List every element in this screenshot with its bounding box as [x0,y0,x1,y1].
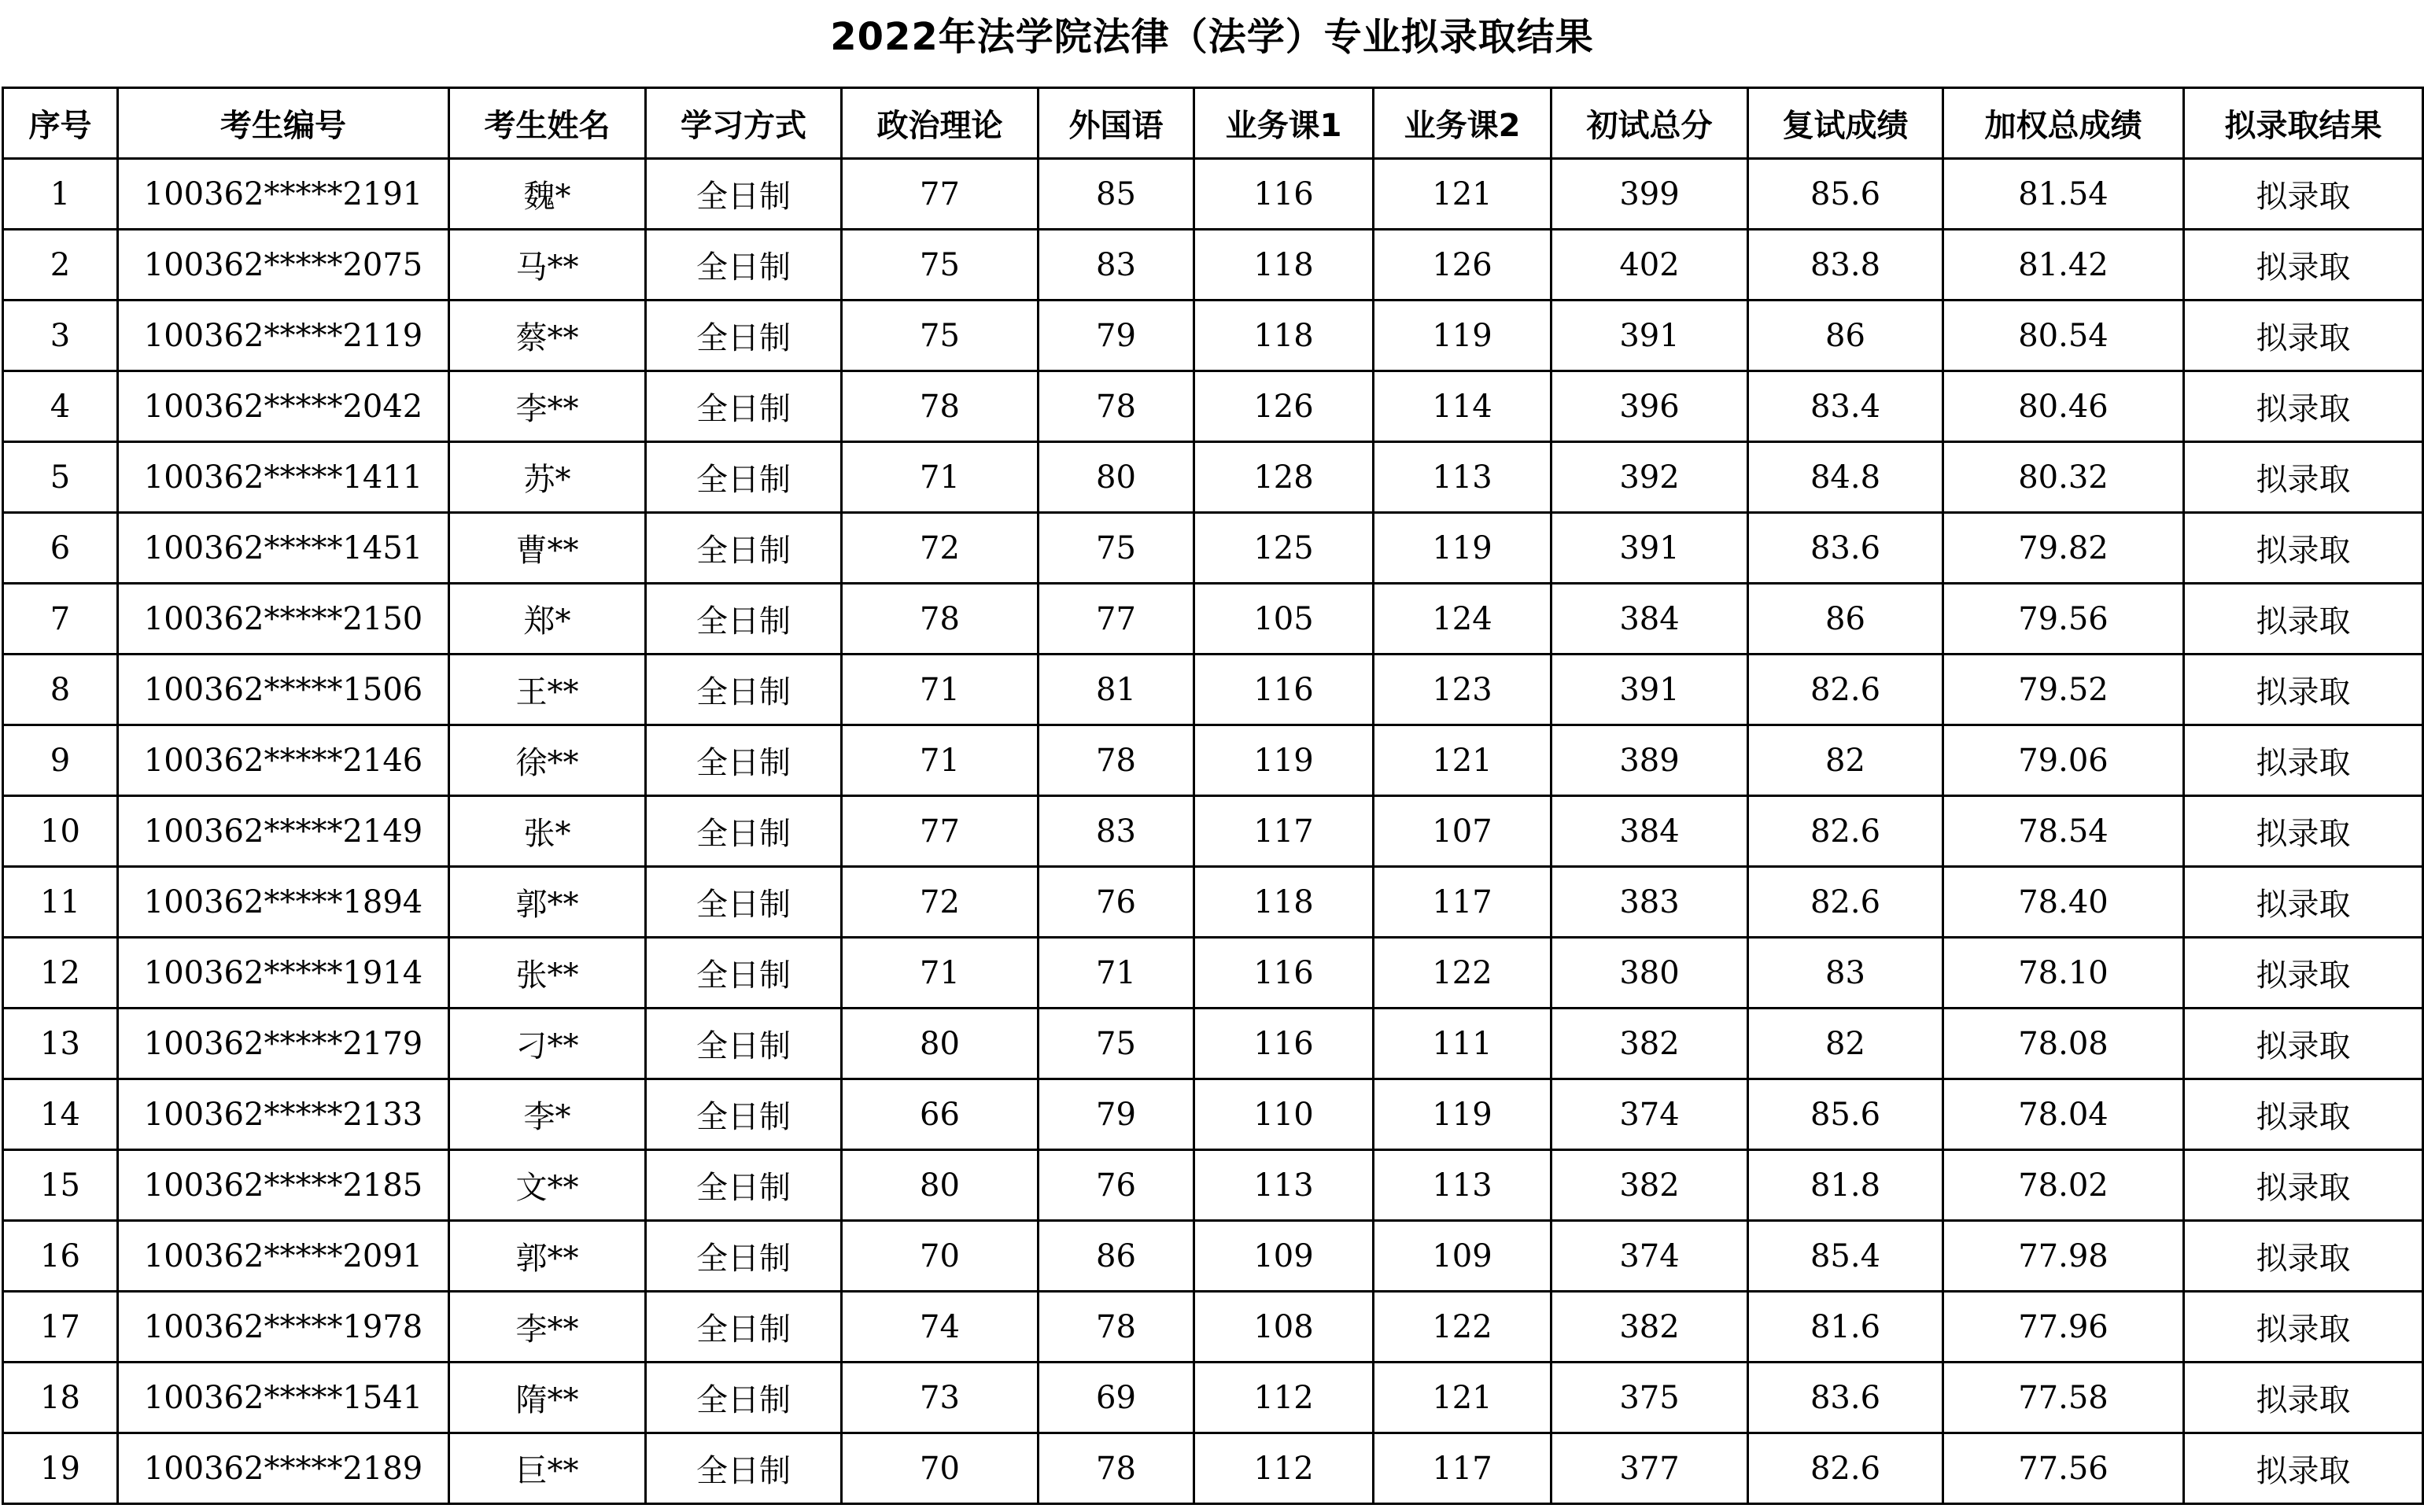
cell-seq: 10 [3,796,118,867]
cell-politics: 75 [842,301,1039,371]
cell-foreign-language: 69 [1039,1363,1194,1433]
cell-candidate-name: 李** [449,1292,646,1363]
cell-course-1: 126 [1194,371,1374,442]
cell-course-1: 119 [1194,725,1374,796]
cell-foreign-language: 79 [1039,301,1194,371]
table-body [3,159,2423,1504]
table-row [3,1009,2423,1079]
page-title: 2022年法学院法律（法学）专业拟录取结果 [830,15,1594,59]
cell-seq: 16 [3,1221,118,1292]
cell-admission-result: 拟录取 [2184,938,2423,1009]
cell-politics: 80 [842,1009,1039,1079]
cell-foreign-language: 78 [1039,725,1194,796]
cell-foreign-language: 78 [1039,1433,1194,1504]
table-row [3,1079,2423,1150]
cell-admission-result: 拟录取 [2184,301,2423,371]
cell-retest-score: 84.8 [1748,442,1943,513]
column-header-foreign-language: 外国语 [1039,88,1194,159]
cell-study-mode: 全日制 [646,867,842,938]
cell-course-1: 116 [1194,938,1374,1009]
cell-weighted-total: 77.56 [1943,1433,2184,1504]
cell-seq: 1 [3,159,118,230]
cell-politics: 71 [842,725,1039,796]
cell-weighted-total: 81.42 [1943,230,2184,301]
cell-retest-score: 82 [1748,1009,1943,1079]
table-row [3,796,2423,867]
cell-foreign-language: 83 [1039,796,1194,867]
table-row [3,230,2423,301]
cell-candidate-name: 曹** [449,513,646,584]
cell-course-2: 119 [1374,301,1551,371]
cell-candidate-name: 蔡** [449,301,646,371]
cell-retest-score: 83.6 [1748,513,1943,584]
column-header-admission-result: 拟录取结果 [2184,88,2423,159]
cell-politics: 78 [842,371,1039,442]
table-row [3,584,2423,655]
column-header-seq: 序号 [3,88,118,159]
cell-weighted-total: 80.32 [1943,442,2184,513]
cell-candidate-id: 100362*****1541 [118,1363,449,1433]
cell-seq: 2 [3,230,118,301]
cell-study-mode: 全日制 [646,1221,842,1292]
table-row [3,513,2423,584]
cell-foreign-language: 85 [1039,159,1194,230]
cell-course-2: 119 [1374,1079,1551,1150]
cell-candidate-name: 苏* [449,442,646,513]
table-row [3,1221,2423,1292]
cell-candidate-id: 100362*****2189 [118,1433,449,1504]
cell-candidate-name: 隋** [449,1363,646,1433]
cell-course-2: 122 [1374,938,1551,1009]
cell-preliminary-total: 382 [1551,1150,1748,1221]
cell-course-2: 117 [1374,1433,1551,1504]
cell-course-1: 105 [1194,584,1374,655]
column-header-weighted-total: 加权总成绩 [1943,88,2184,159]
cell-course-1: 118 [1194,301,1374,371]
cell-retest-score: 85.6 [1748,1079,1943,1150]
cell-candidate-name: 张** [449,938,646,1009]
cell-retest-score: 86 [1748,584,1943,655]
cell-course-1: 128 [1194,442,1374,513]
cell-preliminary-total: 377 [1551,1433,1748,1504]
cell-candidate-name: 文** [449,1150,646,1221]
cell-study-mode: 全日制 [646,442,842,513]
cell-politics: 66 [842,1079,1039,1150]
cell-candidate-name: 王** [449,655,646,725]
cell-candidate-id: 100362*****1451 [118,513,449,584]
cell-candidate-id: 100362*****2150 [118,584,449,655]
table-row [3,159,2423,230]
table-row [3,1363,2423,1433]
cell-admission-result: 拟录取 [2184,1009,2423,1079]
cell-candidate-id: 100362*****1506 [118,655,449,725]
column-header-course-2: 业务课2 [1374,88,1551,159]
cell-study-mode: 全日制 [646,1363,842,1433]
cell-candidate-id: 100362*****2119 [118,301,449,371]
cell-course-1: 113 [1194,1150,1374,1221]
cell-weighted-total: 78.10 [1943,938,2184,1009]
cell-preliminary-total: 391 [1551,655,1748,725]
cell-seq: 11 [3,867,118,938]
cell-weighted-total: 77.96 [1943,1292,2184,1363]
cell-retest-score: 85.6 [1748,159,1943,230]
cell-admission-result: 拟录取 [2184,159,2423,230]
cell-admission-result: 拟录取 [2184,230,2423,301]
cell-course-2: 121 [1374,159,1551,230]
admission-results-table [2,87,2424,1505]
cell-politics: 70 [842,1433,1039,1504]
cell-admission-result: 拟录取 [2184,725,2423,796]
cell-weighted-total: 79.56 [1943,584,2184,655]
cell-politics: 71 [842,938,1039,1009]
cell-course-2: 121 [1374,725,1551,796]
column-header-study-mode: 学习方式 [646,88,842,159]
column-header-retest-score: 复试成绩 [1748,88,1943,159]
cell-candidate-id: 100362*****2075 [118,230,449,301]
cell-candidate-name: 郑* [449,584,646,655]
cell-study-mode: 全日制 [646,938,842,1009]
cell-politics: 80 [842,1150,1039,1221]
cell-foreign-language: 81 [1039,655,1194,725]
cell-candidate-name: 刁** [449,1009,646,1079]
cell-study-mode: 全日制 [646,1150,842,1221]
cell-candidate-name: 张* [449,796,646,867]
cell-course-2: 126 [1374,230,1551,301]
cell-candidate-name: 巨** [449,1433,646,1504]
cell-admission-result: 拟录取 [2184,371,2423,442]
cell-candidate-id: 100362*****2191 [118,159,449,230]
cell-weighted-total: 80.46 [1943,371,2184,442]
cell-candidate-name: 郭** [449,1221,646,1292]
cell-candidate-name: 马** [449,230,646,301]
cell-politics: 75 [842,230,1039,301]
cell-seq: 15 [3,1150,118,1221]
cell-course-1: 118 [1194,867,1374,938]
cell-preliminary-total: 374 [1551,1221,1748,1292]
cell-seq: 18 [3,1363,118,1433]
cell-seq: 6 [3,513,118,584]
cell-foreign-language: 83 [1039,230,1194,301]
cell-admission-result: 拟录取 [2184,796,2423,867]
cell-seq: 4 [3,371,118,442]
cell-candidate-name: 郭** [449,867,646,938]
column-header-candidate-id: 考生编号 [118,88,449,159]
cell-seq: 14 [3,1079,118,1150]
cell-seq: 19 [3,1433,118,1504]
cell-candidate-id: 100362*****2149 [118,796,449,867]
cell-weighted-total: 78.40 [1943,867,2184,938]
cell-foreign-language: 78 [1039,1292,1194,1363]
cell-course-2: 113 [1374,1150,1551,1221]
cell-politics: 72 [842,867,1039,938]
cell-course-1: 125 [1194,513,1374,584]
cell-course-1: 117 [1194,796,1374,867]
cell-retest-score: 83 [1748,938,1943,1009]
cell-preliminary-total: 384 [1551,584,1748,655]
cell-study-mode: 全日制 [646,1009,842,1079]
cell-course-2: 113 [1374,442,1551,513]
cell-foreign-language: 77 [1039,584,1194,655]
cell-admission-result: 拟录取 [2184,1079,2423,1150]
cell-study-mode: 全日制 [646,1292,842,1363]
cell-politics: 72 [842,513,1039,584]
cell-admission-result: 拟录取 [2184,513,2423,584]
cell-seq: 9 [3,725,118,796]
cell-preliminary-total: 374 [1551,1079,1748,1150]
cell-politics: 77 [842,796,1039,867]
cell-study-mode: 全日制 [646,301,842,371]
cell-course-1: 109 [1194,1221,1374,1292]
cell-study-mode: 全日制 [646,159,842,230]
cell-course-1: 112 [1194,1433,1374,1504]
table-row [3,301,2423,371]
cell-preliminary-total: 384 [1551,796,1748,867]
cell-retest-score: 81.6 [1748,1292,1943,1363]
cell-foreign-language: 76 [1039,867,1194,938]
cell-preliminary-total: 375 [1551,1363,1748,1433]
cell-study-mode: 全日制 [646,584,842,655]
cell-retest-score: 86 [1748,301,1943,371]
cell-weighted-total: 79.52 [1943,655,2184,725]
cell-retest-score: 83.6 [1748,1363,1943,1433]
cell-admission-result: 拟录取 [2184,1221,2423,1292]
cell-foreign-language: 71 [1039,938,1194,1009]
cell-candidate-id: 100362*****1978 [118,1292,449,1363]
table-row [3,1292,2423,1363]
cell-course-1: 108 [1194,1292,1374,1363]
cell-admission-result: 拟录取 [2184,584,2423,655]
cell-course-2: 107 [1374,796,1551,867]
cell-foreign-language: 75 [1039,1009,1194,1079]
cell-seq: 7 [3,584,118,655]
cell-course-1: 118 [1194,230,1374,301]
table-row [3,655,2423,725]
cell-course-2: 109 [1374,1221,1551,1292]
cell-foreign-language: 79 [1039,1079,1194,1150]
cell-weighted-total: 77.58 [1943,1363,2184,1433]
cell-candidate-id: 100362*****2091 [118,1221,449,1292]
cell-preliminary-total: 380 [1551,938,1748,1009]
cell-politics: 73 [842,1363,1039,1433]
cell-seq: 5 [3,442,118,513]
cell-study-mode: 全日制 [646,513,842,584]
cell-candidate-id: 100362*****2185 [118,1150,449,1221]
table-row [3,725,2423,796]
cell-retest-score: 85.4 [1748,1221,1943,1292]
cell-weighted-total: 80.54 [1943,301,2184,371]
cell-weighted-total: 78.02 [1943,1150,2184,1221]
cell-weighted-total: 79.06 [1943,725,2184,796]
cell-retest-score: 83.8 [1748,230,1943,301]
cell-candidate-name: 魏* [449,159,646,230]
cell-course-2: 114 [1374,371,1551,442]
cell-preliminary-total: 389 [1551,725,1748,796]
column-header-candidate-name: 考生姓名 [449,88,646,159]
cell-course-2: 111 [1374,1009,1551,1079]
cell-weighted-total: 77.98 [1943,1221,2184,1292]
cell-candidate-id: 100362*****1894 [118,867,449,938]
cell-preliminary-total: 382 [1551,1292,1748,1363]
cell-admission-result: 拟录取 [2184,1363,2423,1433]
table-row [3,371,2423,442]
column-header-preliminary-total: 初试总分 [1551,88,1748,159]
cell-candidate-name: 徐** [449,725,646,796]
cell-seq: 13 [3,1009,118,1079]
cell-foreign-language: 78 [1039,371,1194,442]
cell-preliminary-total: 399 [1551,159,1748,230]
cell-admission-result: 拟录取 [2184,442,2423,513]
cell-weighted-total: 78.04 [1943,1079,2184,1150]
cell-study-mode: 全日制 [646,1433,842,1504]
cell-foreign-language: 80 [1039,442,1194,513]
cell-admission-result: 拟录取 [2184,1292,2423,1363]
cell-retest-score: 81.8 [1748,1150,1943,1221]
cell-course-1: 116 [1194,159,1374,230]
cell-retest-score: 82.6 [1748,796,1943,867]
cell-preliminary-total: 392 [1551,442,1748,513]
cell-course-2: 122 [1374,1292,1551,1363]
cell-admission-result: 拟录取 [2184,867,2423,938]
cell-study-mode: 全日制 [646,371,842,442]
cell-study-mode: 全日制 [646,796,842,867]
cell-politics: 71 [842,442,1039,513]
cell-foreign-language: 76 [1039,1150,1194,1221]
cell-preliminary-total: 391 [1551,513,1748,584]
cell-study-mode: 全日制 [646,230,842,301]
cell-candidate-id: 100362*****2146 [118,725,449,796]
cell-politics: 78 [842,584,1039,655]
cell-seq: 8 [3,655,118,725]
cell-course-2: 124 [1374,584,1551,655]
table-row [3,442,2423,513]
cell-preliminary-total: 402 [1551,230,1748,301]
cell-course-2: 123 [1374,655,1551,725]
cell-admission-result: 拟录取 [2184,655,2423,725]
cell-study-mode: 全日制 [646,655,842,725]
cell-retest-score: 82.6 [1748,867,1943,938]
cell-course-2: 117 [1374,867,1551,938]
cell-candidate-id: 100362*****2042 [118,371,449,442]
cell-weighted-total: 81.54 [1943,159,2184,230]
cell-course-1: 110 [1194,1079,1374,1150]
table-row [3,1150,2423,1221]
cell-politics: 74 [842,1292,1039,1363]
cell-foreign-language: 86 [1039,1221,1194,1292]
cell-retest-score: 82.6 [1748,655,1943,725]
cell-retest-score: 82.6 [1748,1433,1943,1504]
table-row [3,1433,2423,1504]
cell-seq: 3 [3,301,118,371]
cell-study-mode: 全日制 [646,725,842,796]
cell-admission-result: 拟录取 [2184,1433,2423,1504]
cell-weighted-total: 78.08 [1943,1009,2184,1079]
cell-politics: 71 [842,655,1039,725]
cell-weighted-total: 79.82 [1943,513,2184,584]
column-header-course-1: 业务课1 [1194,88,1374,159]
cell-candidate-id: 100362*****2179 [118,1009,449,1079]
cell-foreign-language: 75 [1039,513,1194,584]
cell-admission-result: 拟录取 [2184,1150,2423,1221]
cell-retest-score: 82 [1748,725,1943,796]
cell-preliminary-total: 391 [1551,301,1748,371]
cell-retest-score: 83.4 [1748,371,1943,442]
table-row [3,867,2423,938]
cell-politics: 77 [842,159,1039,230]
cell-weighted-total: 78.54 [1943,796,2184,867]
cell-candidate-id: 100362*****1914 [118,938,449,1009]
cell-course-1: 116 [1194,655,1374,725]
cell-seq: 12 [3,938,118,1009]
table-header-row [3,88,2423,159]
cell-candidate-id: 100362*****1411 [118,442,449,513]
cell-course-2: 121 [1374,1363,1551,1433]
cell-course-1: 112 [1194,1363,1374,1433]
cell-course-1: 116 [1194,1009,1374,1079]
column-header-politics: 政治理论 [842,88,1039,159]
cell-seq: 17 [3,1292,118,1363]
cell-course-2: 119 [1374,513,1551,584]
cell-preliminary-total: 382 [1551,1009,1748,1079]
table-row [3,938,2423,1009]
cell-candidate-name: 李** [449,371,646,442]
cell-candidate-name: 李* [449,1079,646,1150]
cell-politics: 70 [842,1221,1039,1292]
cell-preliminary-total: 396 [1551,371,1748,442]
cell-candidate-id: 100362*****2133 [118,1079,449,1150]
cell-study-mode: 全日制 [646,1079,842,1150]
cell-preliminary-total: 383 [1551,867,1748,938]
